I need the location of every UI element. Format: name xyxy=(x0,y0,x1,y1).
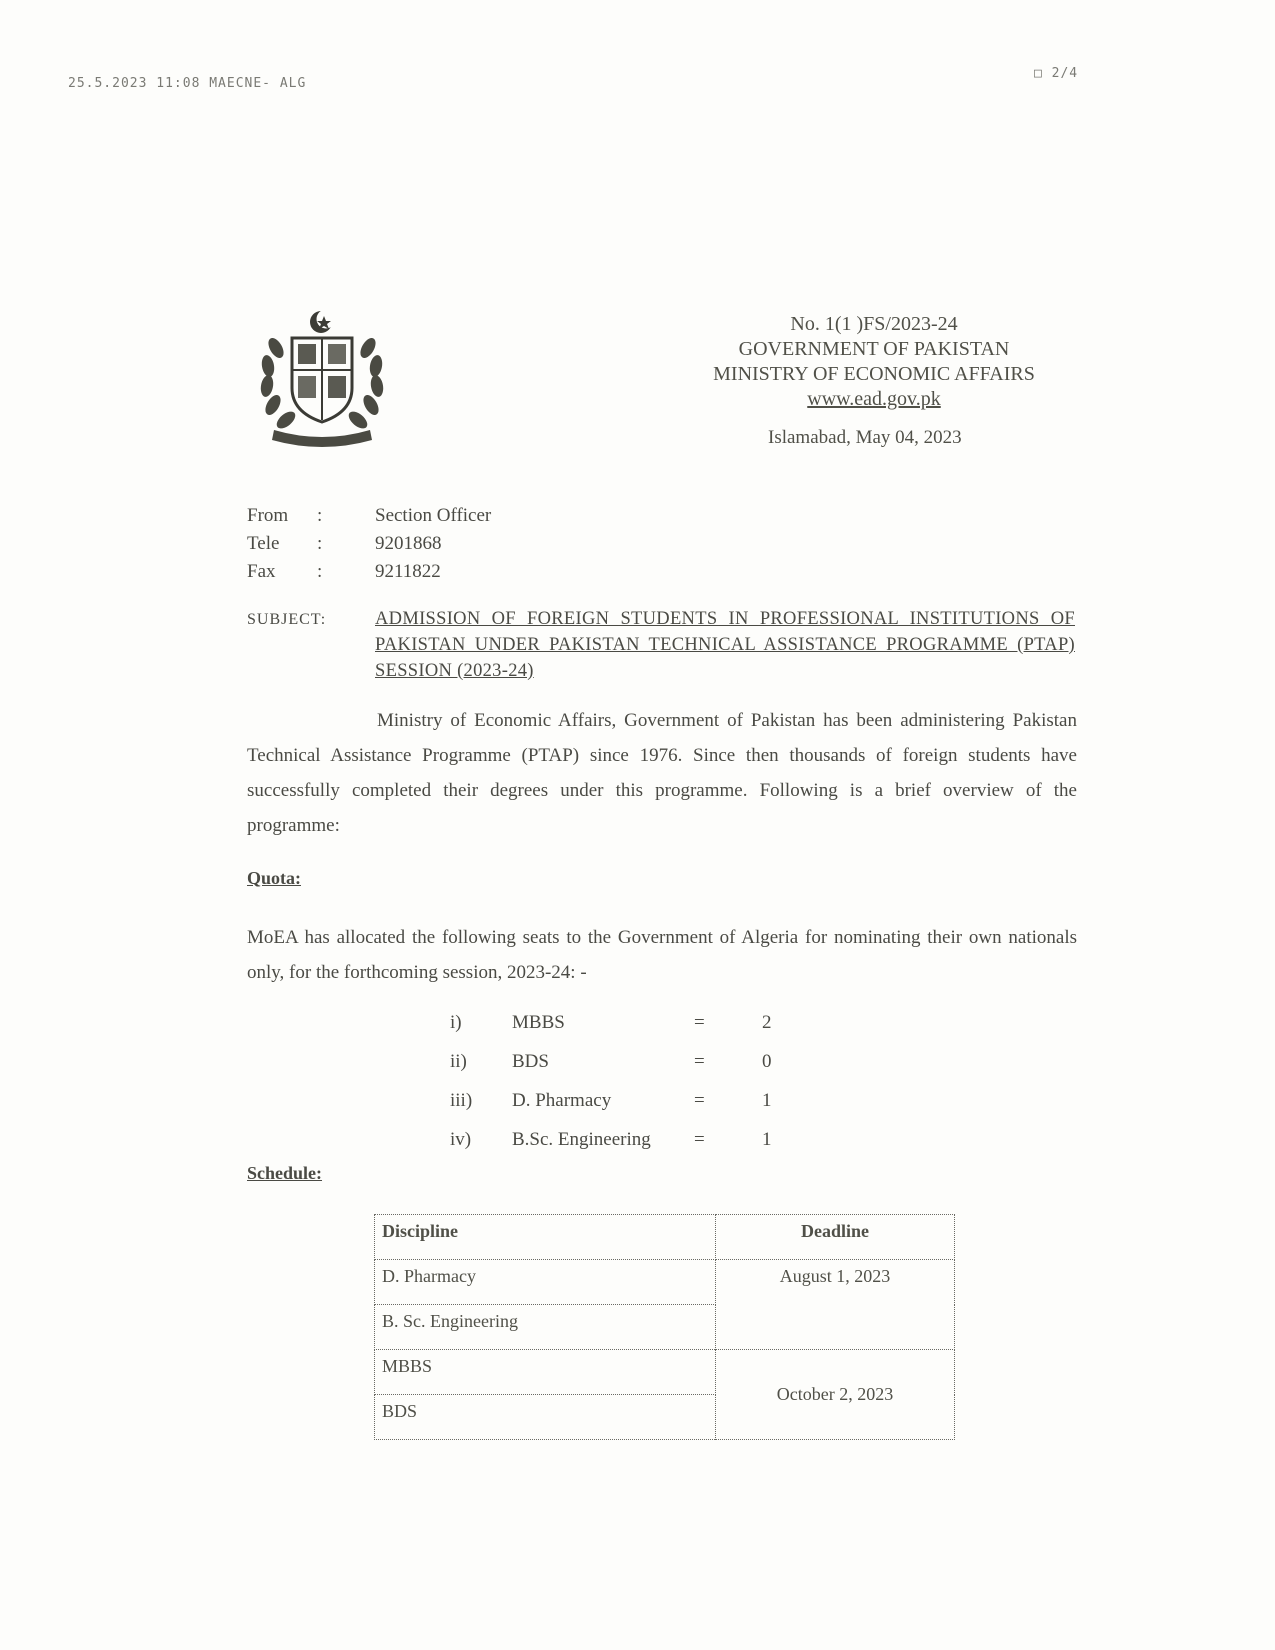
discipline-column-header: Discipline xyxy=(375,1215,716,1260)
subject-label: SUBJECT: xyxy=(247,611,327,628)
table-row xyxy=(375,1350,955,1395)
tele-label: Tele xyxy=(247,533,280,554)
sender-details xyxy=(247,502,491,586)
intro-paragraph xyxy=(247,703,1077,843)
tele-value: 9201868 xyxy=(375,533,442,554)
table-row xyxy=(375,1260,955,1305)
government-title: GOVERNMENT OF PAKISTAN xyxy=(738,338,1010,360)
table-header-row xyxy=(375,1215,955,1260)
quota-paragraph: MoEA has allocated the following seats to the Government of Algeria for nominating their own nationals only, for the forthcoming session, 2023-24: - xyxy=(247,927,1077,983)
discipline-cell: B. Sc. Engineering xyxy=(375,1305,716,1350)
state-emblem-icon xyxy=(258,308,386,450)
deadline-cell: August 1, 2023 xyxy=(716,1260,955,1350)
discipline-cell: D. Pharmacy xyxy=(375,1260,716,1305)
from-value: Section Officer xyxy=(375,505,492,526)
list-item: i) MBBS = 2 xyxy=(450,1012,772,1033)
place-and-date: Islamabad, May 04, 2023 xyxy=(768,427,962,448)
intro-paragraph-text: Ministry of Economic Affairs, Government of Pakistan has been administering Pakistan Technical Assistance Programme (PTAP) since 1976. Since then thousands of foreign students have successfully completed their degrees under this programme. Following is a brief overview of the programme: xyxy=(247,710,1077,836)
schedule-heading: Schedule: xyxy=(247,1163,323,1183)
schedule-table xyxy=(374,1214,955,1440)
discipline-cell: MBBS xyxy=(375,1350,716,1395)
discipline-cell: BDS xyxy=(375,1395,716,1440)
ministry-title: MINISTRY OF ECONOMIC AFFAIRS xyxy=(713,363,1035,385)
list-item: ii) BDS = 0 xyxy=(450,1051,772,1072)
reference-number: No. 1(1 )FS/2023-24 xyxy=(790,313,958,335)
fax-row: Fax : 9211822 xyxy=(247,558,491,586)
fax-label: Fax xyxy=(247,561,276,582)
page-indicator: □ 2/4 xyxy=(1034,66,1079,81)
deadline-column-header: Deadline xyxy=(716,1215,955,1260)
from-row: From : Section Officer xyxy=(247,502,491,530)
deadline-cell: October 2, 2023 xyxy=(716,1350,955,1440)
fax-value: 9211822 xyxy=(375,561,441,582)
from-label: From xyxy=(247,505,289,526)
quota-heading: Quota: xyxy=(247,868,301,888)
website-link[interactable]: www.ead.gov.pk xyxy=(807,388,941,410)
list-item: iv) B.Sc. Engineering = 1 xyxy=(450,1129,772,1150)
quota-list xyxy=(450,1003,772,1159)
fax-header-info: 25.5.2023 11:08 MAECNE- ALG xyxy=(68,76,307,91)
subject-text: ADMISSION OF FOREIGN STUDENTS IN PROFESSIONAL INSTITUTIONS OF PAKISTAN UNDER PAKISTAN TECHNICAL ASSISTANCE PROGRAMME (PTAP) SESSION (2023-24) xyxy=(375,609,1075,681)
list-item: iii) D. Pharmacy = 1 xyxy=(450,1090,772,1111)
tele-row: Tele : 9201868 xyxy=(247,530,491,558)
letterhead xyxy=(690,312,1058,412)
